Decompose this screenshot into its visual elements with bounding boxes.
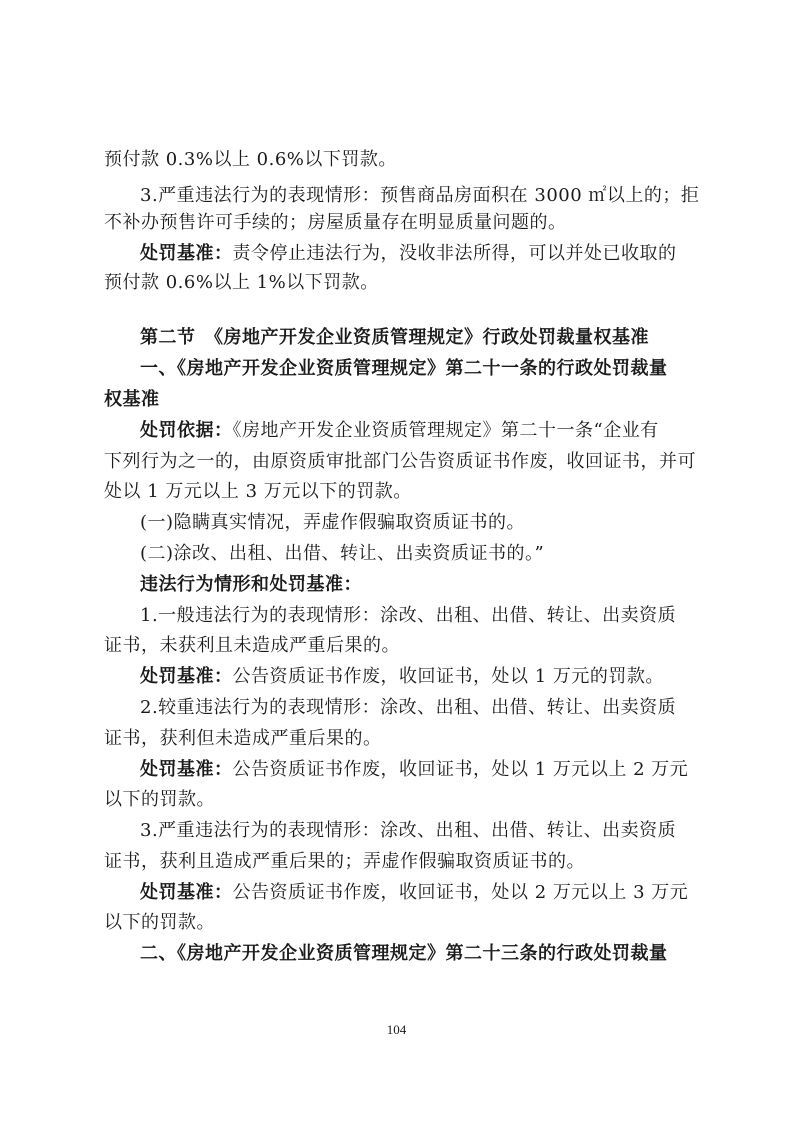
penalty-standard-label: 处罚基准：	[140, 666, 233, 687]
paragraph-line: 预付款 0.3%以上 0.6%以下罚款。	[104, 149, 397, 170]
paragraph-line	[140, 420, 659, 442]
paragraph-text: 公告资质证书作废，收回证书，处以 2 万元以上 3 万元	[232, 882, 689, 903]
subsection-heading: 二、《房地产开发企业资质管理规定》第二十三条的行政处罚裁量	[140, 943, 668, 964]
paragraph-text: 公告资质证书作废，收回证书，处以 1 万元的罚款。	[232, 666, 664, 687]
paragraph-line: 不补办预售许可手续的；房屋质量存在明显质量问题的。	[104, 212, 567, 233]
paragraph-line: 2.较重违法行为的表现情形：涂改、出租、出借、转让、出卖资质	[140, 697, 677, 718]
paragraph-line	[140, 243, 677, 265]
paragraph-line: 证书，获利且造成严重后果的；弄虚作假骗取资质证书的。	[104, 851, 585, 872]
penalty-standard-label: 处罚基准：	[140, 243, 233, 264]
subheading: 违法行为情形和处罚基准：	[140, 574, 362, 595]
paragraph-text: 责令停止违法行为，没收非法所得，可以并处已收取的	[232, 243, 677, 264]
paragraph-line: 下列行为之一的，由原资质审批部门公告资质证书作废，收回证书，并可	[104, 451, 696, 472]
paragraph-line	[140, 666, 664, 688]
paragraph-text: 《房地产开发企业资质管理规定》第二十一条“企业有	[232, 420, 659, 441]
page-number: 104	[386, 1022, 407, 1037]
paragraph-line: 以下的罚款。	[104, 789, 215, 810]
paragraph-line: 证书，获利但未造成严重后果的。	[104, 728, 382, 749]
paragraph-line: (二)涂改、出租、出借、转让、出卖资质证书的。”	[140, 543, 545, 564]
paragraph-line: 预付款 0.6%以上 1%以下罚款。	[104, 272, 379, 293]
paragraph-line: 3.严重违法行为的表现情形：预售商品房面积在 3000 ㎡以上的；拒	[140, 185, 700, 206]
paragraph-line	[140, 882, 688, 904]
subsection-heading: 一、《房地产开发企业资质管理规定》第二十一条的行政处罚裁量	[140, 358, 668, 379]
penalty-standard-label: 处罚基准：	[140, 882, 233, 903]
paragraph-line: 3.严重违法行为的表现情形：涂改、出租、出借、转让、出卖资质	[140, 820, 677, 841]
paragraph-line: (一)隐瞒真实情况，弄虚作假骗取资质证书的。	[140, 512, 526, 533]
paragraph-line: 证书，未获利且未造成严重后果的。	[104, 635, 400, 656]
paragraph-text: 公告资质证书作废，收回证书，处以 1 万元以上 2 万元	[232, 759, 689, 780]
paragraph-line	[140, 759, 688, 781]
subsection-heading: 权基准	[104, 389, 160, 410]
section-heading: 第二节 《房地产开发企业资质管理规定》行政处罚裁量权基准	[140, 327, 649, 348]
paragraph-line: 以下的罚款。	[104, 912, 215, 933]
paragraph-line: 处以 1 万元以上 3 万元以下的罚款。	[104, 481, 412, 502]
penalty-basis-label: 处罚依据：	[140, 420, 233, 441]
paragraph-line: 1.一般违法行为的表现情形：涂改、出租、出借、转让、出卖资质	[140, 605, 677, 626]
penalty-standard-label: 处罚基准：	[140, 759, 233, 780]
